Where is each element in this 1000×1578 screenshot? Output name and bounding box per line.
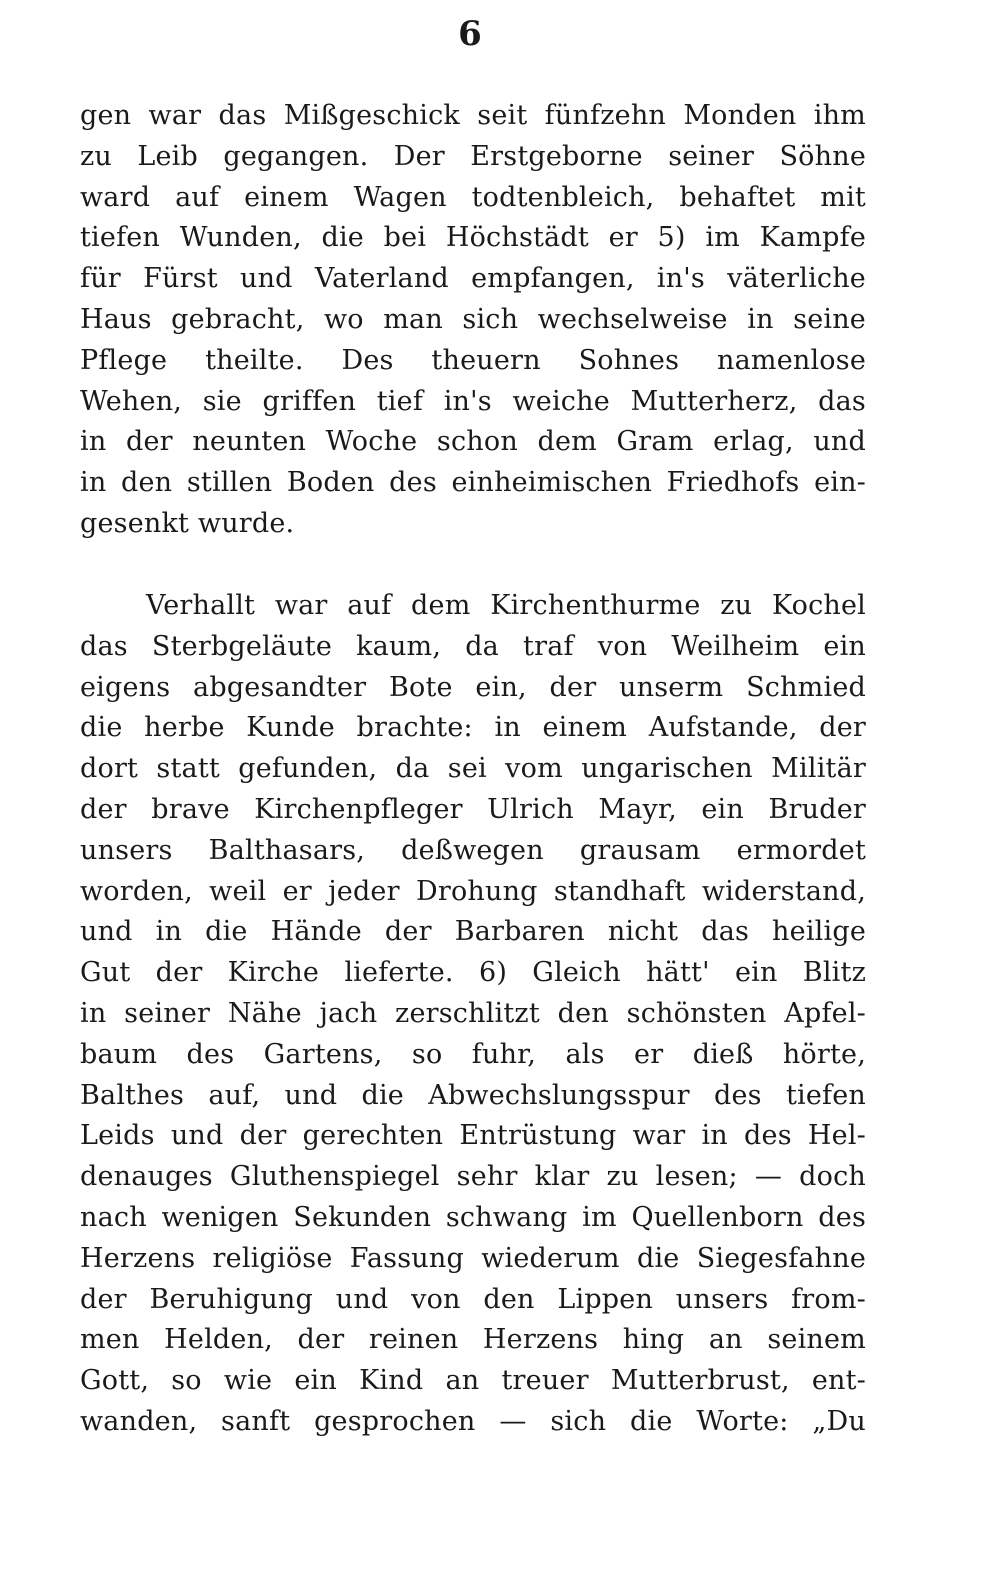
- text-line: unsers Balthasars, deßwegen grausam ermordet: [80, 834, 866, 866]
- text-line: wanden, sanft gesprochen — sich die Worte: „Du: [80, 1405, 866, 1437]
- text-line: der Beruhigung und von den Lippen unsers from-: [80, 1283, 866, 1315]
- text-line: Pflege theilte. Des theuern Sohnes namenlose: [80, 344, 866, 376]
- text-line: Haus gebracht, wo man sich wechselweise in seine: [80, 303, 866, 335]
- text-line: Herzens religiöse Fassung wiederum die Siegesfahne: [80, 1242, 866, 1274]
- text-line: in den stillen Boden des einheimischen Friedhofs ein-: [80, 467, 866, 499]
- text-line: nach wenigen Sekunden schwang im Quellenborn des: [80, 1201, 866, 1233]
- text-line: für Fürst und Vaterland empfangen, in's väterliche: [80, 263, 866, 295]
- text-line: Wehen, sie griffen tief in's weiche Mutterherz, das: [80, 385, 866, 417]
- paragraph-1: [80, 96, 866, 545]
- text-line: denauges Gluthenspiegel sehr klar zu lesen; — doch: [80, 1161, 866, 1193]
- text-line: zu Leib gegangen. Der Erstgeborne seiner Söhne: [80, 140, 866, 172]
- text-line: das Sterbgeläute kaum, da traf von Weilheim ein: [80, 630, 866, 662]
- text-line: Gott, so wie ein Kind an treuer Mutterbrust, ent-: [80, 1365, 866, 1397]
- text-line: gesenkt wurde.: [80, 507, 295, 539]
- text-line: tiefen Wunden, die bei Höchstädt er 5) im Kampfe: [80, 222, 866, 254]
- text-line: dort statt gefunden, da sei vom ungarischen Militär: [80, 753, 866, 785]
- text-line: Gut der Kirche lieferte. 6) Gleich hätt' ein Blitz: [80, 957, 866, 989]
- text-line: gen war das Mißgeschick seit fünfzehn Monden ihm: [80, 100, 866, 131]
- text-line: in seiner Nähe jach zerschlitzt den schönsten Apfel-: [80, 997, 866, 1029]
- text-line: und in die Hände der Barbaren nicht das heilige: [80, 916, 866, 948]
- text-line: in der neunten Woche schon dem Gram erlag, und: [80, 426, 866, 458]
- text-line: Verhallt war auf dem Kirchenthurme zu Kochel: [146, 590, 866, 621]
- text-line: baum des Gartens, so fuhr, als er dieß hörte,: [80, 1038, 866, 1070]
- text-line: Leids und der gerechten Entrüstung war in des Hel-: [80, 1120, 866, 1152]
- text-line: worden, weil er jeder Drohung standhaft widerstand,: [80, 875, 866, 907]
- text-line: die herbe Kunde brachte: in einem Aufstande, der: [80, 712, 866, 744]
- text-line: men Helden, der reinen Herzens hing an seinem: [80, 1324, 866, 1356]
- paragraph-2: [80, 586, 866, 1443]
- text-line: Balthes auf, und die Abwechslungsspur des tiefen: [80, 1079, 866, 1111]
- page-number: 6: [458, 14, 482, 54]
- text-line: der brave Kirchenpfleger Ulrich Mayr, ein Bruder: [80, 793, 866, 825]
- text-line: ward auf einem Wagen todtenbleich, behaftet mit: [80, 181, 866, 213]
- text-line: eigens abgesandter Bote ein, der unserm Schmied: [80, 671, 866, 703]
